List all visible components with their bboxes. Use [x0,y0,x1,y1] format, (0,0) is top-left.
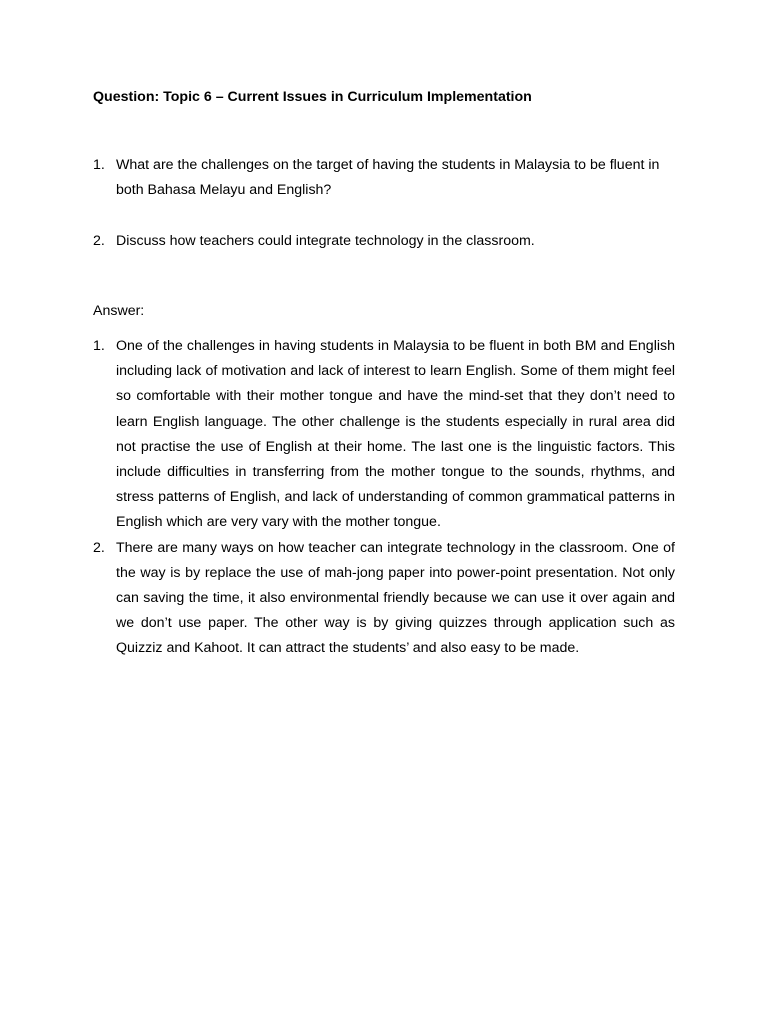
answer-heading: Answer: [93,303,145,319]
question-text: Discuss how teachers could integrate technology in the classroom. [116,233,535,249]
question-list-2 [93,229,675,254]
answer-text: There are many ways on how teacher can integrate technology in the classroom. One of the way is by replace the use of mah-jong paper into power-point presentation. Not only can saving the time, it also environmental friendly because we can use it over again and we don’t use paper. The other way is by giving quizzes through application such as Quizziz and Kahoot. It can attract the students’ and also easy to be made. [116,539,675,657]
question-item-2 [93,229,675,254]
question-item-1 [93,153,675,203]
answer-number: 2. [93,539,105,556]
question-number: 1. [93,157,105,173]
answer-number: 1. [93,338,105,354]
answer-item-2 [93,536,675,662]
question-number: 2. [93,233,105,249]
answer-text: One of the challenges in having students in Malaysia to be fluent in both BM and English including lack of motivation and lack of interest to learn English. Some of them might feel so comfortable with their mother tongue and have the mind-set that they don’t need to learn English language. The other challenge is the students especially in rural area did not practise the use of English at their home. The last one is the linguistic factors. This include difficulties in transferring from the mother tongue to the sounds, rhythms, and stress patterns of English, and lack of understanding of common grammatical patterns in English which are very vary with the mother tongue. [116,338,675,531]
page-title: Question: Topic 6 – Current Issues in Curriculum Implementation [93,89,532,105]
answer-item-1 [93,334,675,536]
answer-list [93,334,675,662]
question-list [93,153,675,203]
question-text: What are the challenges on the target of having the students in Malaysia to be fluent in both Bahasa Melayu and English? [116,157,660,198]
